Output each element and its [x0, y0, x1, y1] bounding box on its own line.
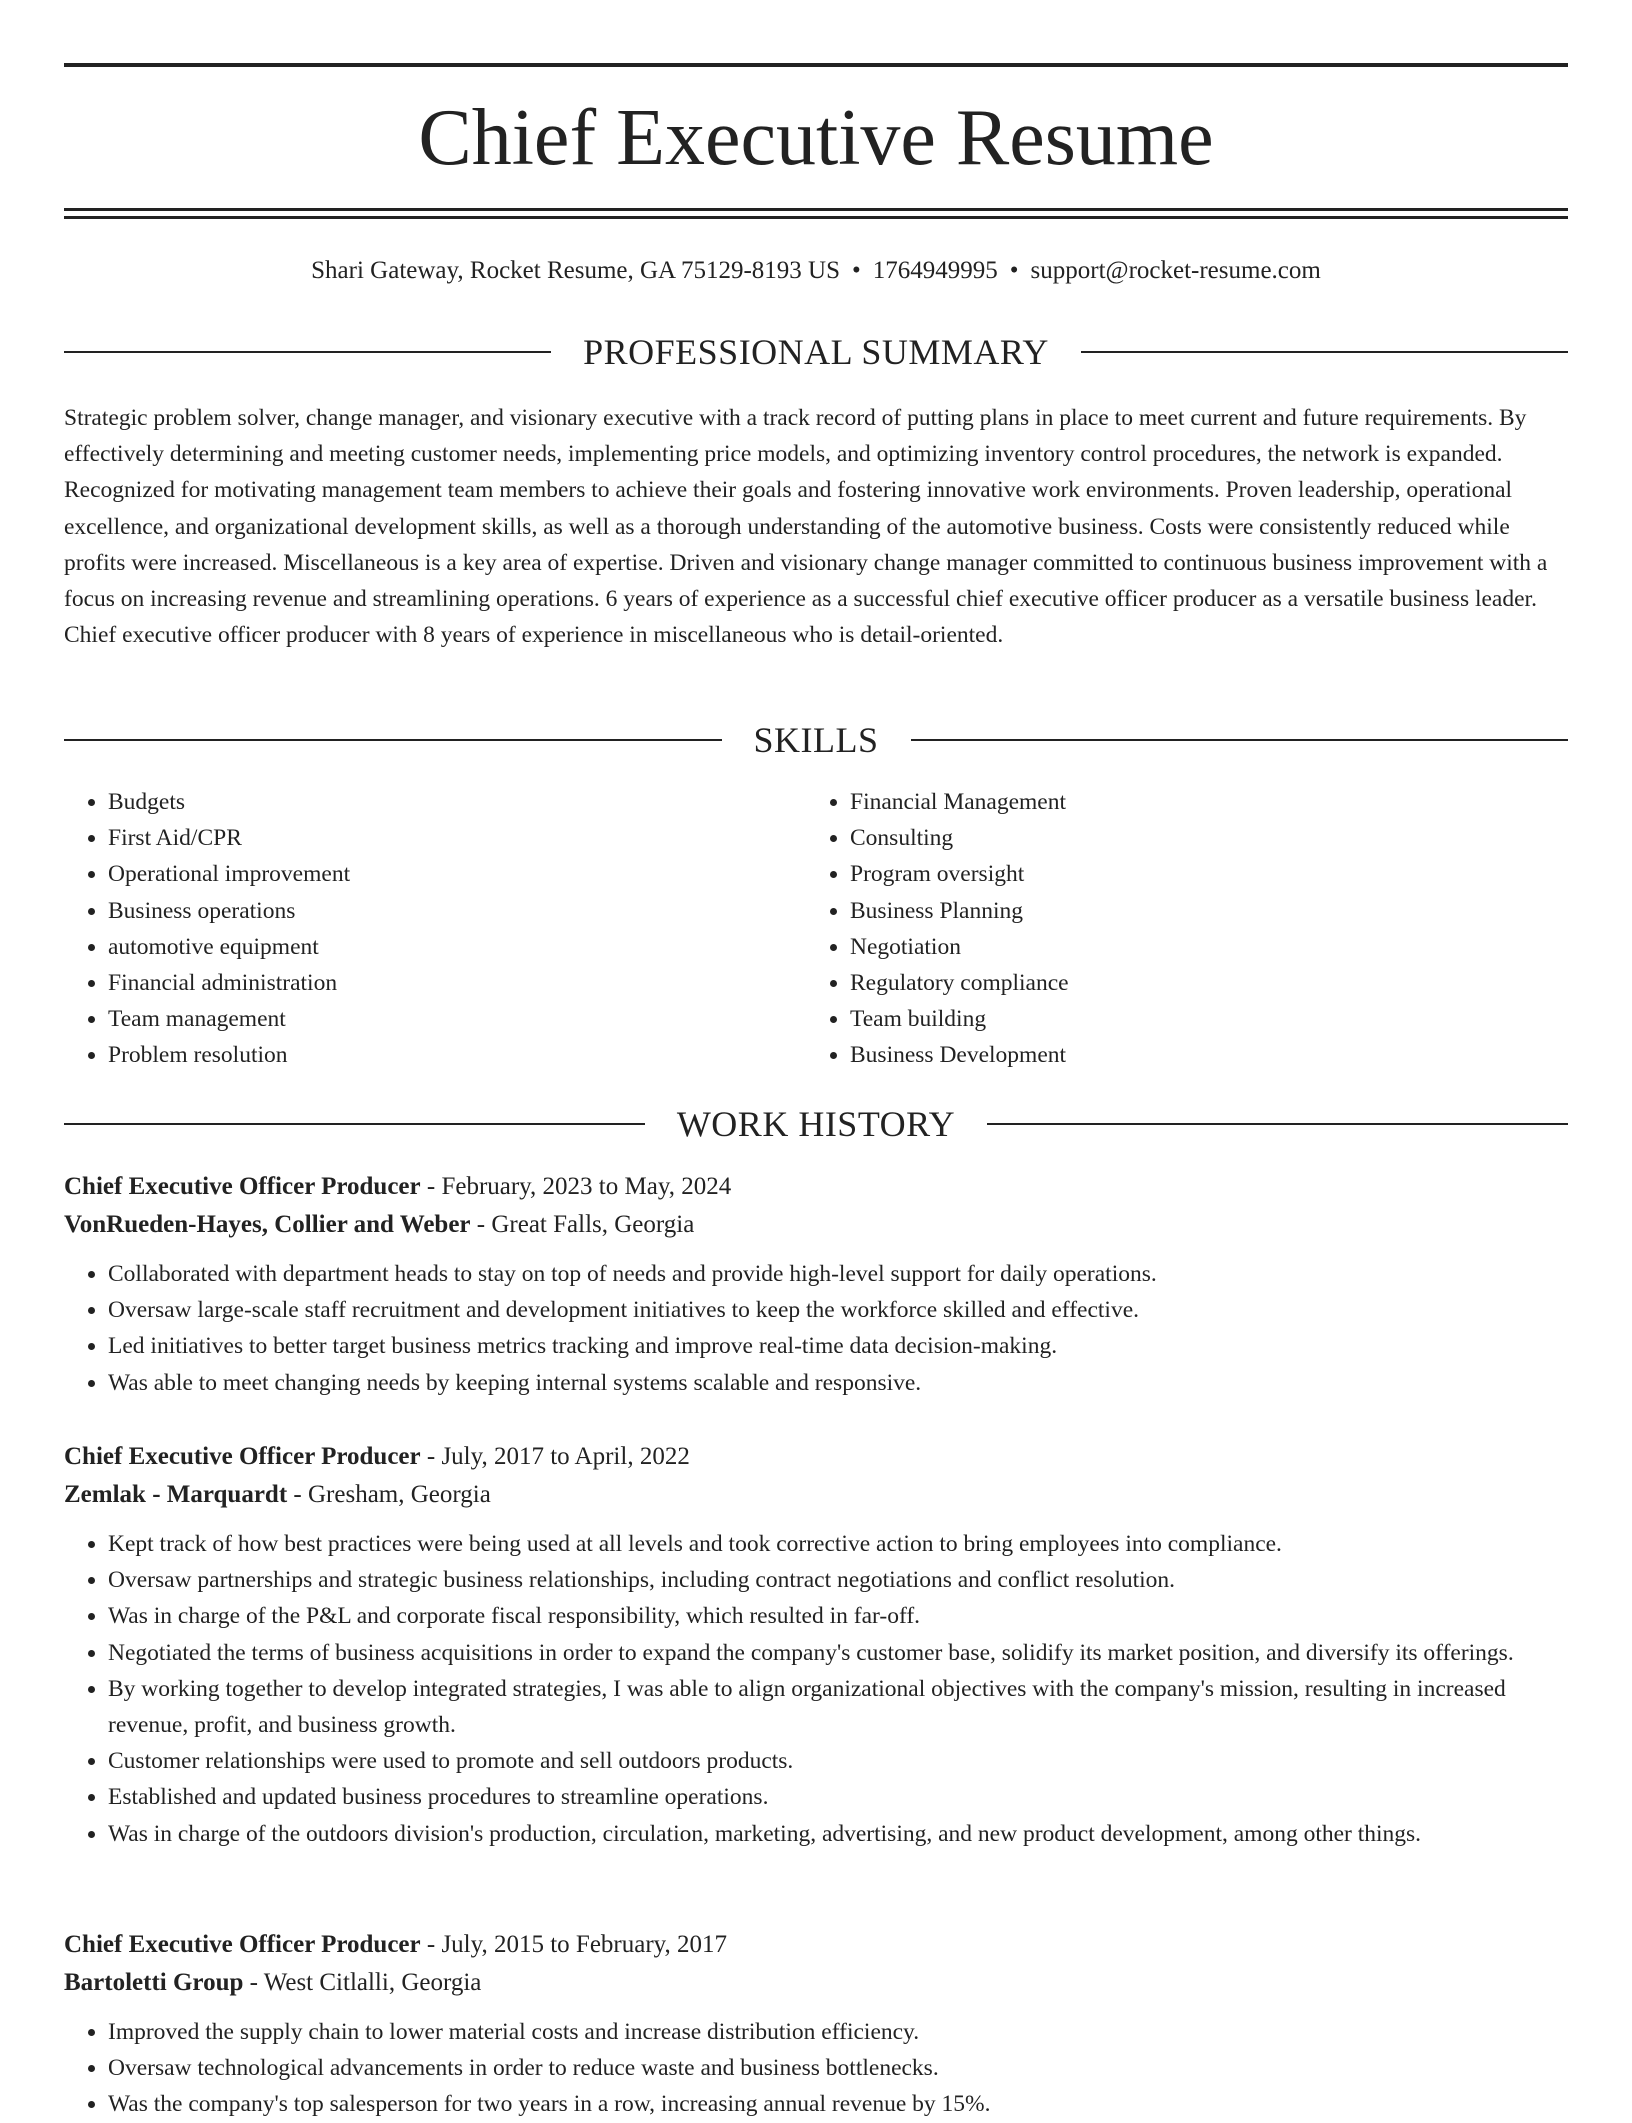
- contact-separator: •: [1009, 257, 1019, 284]
- heading-rule: [64, 1123, 645, 1125]
- job-bullet: • By working together to develop integrated strategies, I was able to align organizational objectives with the company's mission, resulting in increased revenue, profit, and business growth.: [108, 1671, 1568, 1743]
- job-bullet: • Oversaw technological advancements in order to reduce waste and business bottlenecks.: [108, 2050, 1568, 2086]
- job-bullet: • Was able to meet changing needs by keeping internal systems scalable and responsive.: [108, 1365, 1568, 1401]
- section-title: SKILLS: [753, 720, 879, 760]
- contact-line: [64, 254, 1568, 288]
- job-title: Chief Executive Officer Producer: [64, 1173, 421, 1200]
- job-bullet: • Established and updated business procedures to streamline operations.: [108, 1779, 1568, 1815]
- section-title: WORK HISTORY: [676, 1104, 956, 1144]
- job-dates: July, 2015 to February, 2017: [441, 1931, 728, 1958]
- skills-list: [64, 784, 1568, 1074]
- contact-email: support@rocket-resume.com: [1030, 257, 1321, 284]
- job-bullets: [64, 2014, 1568, 2123]
- job-company-line: Bartoletti Group - West Citlalli, Georgia: [64, 1969, 482, 1996]
- summary-heading: [64, 330, 1568, 374]
- header-bottom-rule: [64, 208, 1568, 211]
- job-bullet: • Kept track of how best practices were being used at all levels and took corrective action to bring employees into compliance.: [108, 1526, 1568, 1562]
- job-location: Great Falls, Georgia: [491, 1211, 695, 1238]
- job-dates: July, 2017 to April, 2022: [441, 1443, 690, 1470]
- heading-rule: [1081, 351, 1568, 353]
- skill-item: • Financial Management: [850, 784, 1548, 820]
- skill-item: • First Aid/CPR: [108, 820, 806, 856]
- skill-item: • automotive equipment: [108, 929, 806, 965]
- job-bullet: • Improved the supply chain to lower material costs and increase distribution efficiency.: [108, 2014, 1568, 2050]
- job-company: Bartoletti Group: [64, 1969, 244, 1996]
- skills-column-right: [806, 784, 1548, 1074]
- skill-item: • Business Development: [850, 1037, 1548, 1073]
- heading-rule: [987, 1123, 1568, 1125]
- job-bullets: [64, 1526, 1568, 1852]
- section-title: PROFESSIONAL SUMMARY: [583, 332, 1049, 372]
- job-bullet: • Was in charge of the P&L and corporate fiscal responsibility, which resulted in far-off.: [108, 1598, 1568, 1634]
- job-bullet: • Negotiated the terms of business acquisitions in order to expand the company's customer base, solidify its market position, and diversify its offerings.: [108, 1635, 1568, 1671]
- job-bullet: • Was in charge of the outdoors division's production, circulation, marketing, advertising, and new product development, among other things.: [108, 1816, 1568, 1852]
- job-title: Chief Executive Officer Producer: [64, 1443, 421, 1470]
- job-location: West Citlalli, Georgia: [263, 1969, 482, 1996]
- job-entry: [64, 1168, 1568, 1401]
- skill-item: • Budgets: [108, 784, 806, 820]
- skill-item: • Problem resolution: [108, 1037, 806, 1073]
- skill-item: • Business operations: [108, 893, 806, 929]
- job-title-line: Chief Executive Officer Producer - February, 2023 to May, 2024: [64, 1173, 732, 1200]
- job-title-line: Chief Executive Officer Producer - July, 2015 to February, 2017: [64, 1931, 728, 1958]
- contact-address: Shari Gateway, Rocket Resume, GA 75129-8193 US: [311, 257, 841, 284]
- skill-item: • Consulting: [850, 820, 1548, 856]
- job-bullet: • Customer relationships were used to promote and sell outdoors products.: [108, 1743, 1568, 1779]
- skill-item: • Regulatory compliance: [850, 965, 1548, 1001]
- job-entry: [64, 1438, 1568, 1852]
- skill-item: • Negotiation: [850, 929, 1548, 965]
- skill-item: • Program oversight: [850, 856, 1548, 892]
- skills-column-left: [64, 784, 806, 1074]
- skill-item: • Operational improvement: [108, 856, 806, 892]
- header-bottom-rule-2: [64, 216, 1568, 219]
- professional-summary: Strategic problem solver, change manager, and visionary executive with a track record of putting plans in place to meet current and future requirements. By effectively determining and meeting customer needs, implementing price models, and optimizing inventory control procedures, the network is expanded. Recognized for motivating management team members to achieve their goals and fostering innovative work environments. Proven leadership, operational excellence, and organizational development skills, as well as a thorough understanding of the automotive business. Costs were consistently reduced while profits were increased. Miscellaneous is a key area of expertise. Driven and visionary change manager committed to continuous business improvement with a focus on increasing revenue and streamlining operations. 6 years of experience as a successful chief executive officer producer as a versatile business leader. Chief executive officer producer with 8 years of experience in miscellaneous who is detail-oriented.: [64, 405, 1548, 649]
- job-bullet: • Oversaw large-scale staff recruitment and development initiatives to keep the workforce skilled and effective.: [108, 1292, 1568, 1328]
- contact-phone: 1764949995: [872, 257, 998, 284]
- job-entry: [64, 1926, 1568, 2123]
- skills-heading: [64, 718, 1568, 762]
- heading-rule: [64, 351, 551, 353]
- job-title: Chief Executive Officer Producer: [64, 1931, 421, 1958]
- heading-rule: [911, 739, 1569, 741]
- heading-rule: [64, 739, 722, 741]
- job-bullet: • Was the company's top salesperson for two years in a row, increasing annual revenue by 15%.: [108, 2086, 1568, 2122]
- work-history-heading: [64, 1102, 1568, 1146]
- skill-item: • Team building: [850, 1001, 1548, 1037]
- job-title-line: Chief Executive Officer Producer - July, 2017 to April, 2022: [64, 1443, 690, 1470]
- contact-separator: •: [852, 257, 861, 284]
- skill-item: • Team management: [108, 1001, 806, 1037]
- job-location: Gresham, Georgia: [307, 1481, 491, 1508]
- job-dates: February, 2023 to May, 2024: [441, 1173, 732, 1200]
- skill-item: • Business Planning: [850, 893, 1548, 929]
- job-bullet: • Collaborated with department heads to stay on top of needs and provide high-level support for daily operations.: [108, 1256, 1568, 1292]
- job-bullet: • Oversaw partnerships and strategic business relationships, including contract negotiations and conflict resolution.: [108, 1562, 1568, 1598]
- skill-item: • Financial administration: [108, 965, 806, 1001]
- job-bullets: [64, 1256, 1568, 1401]
- job-company: VonRueden-Hayes, Collier and Weber: [64, 1211, 471, 1238]
- job-company: Zemlak - Marquardt: [64, 1481, 288, 1508]
- resume-title: Chief Executive Resume: [418, 94, 1214, 182]
- job-company-line: VonRueden-Hayes, Collier and Weber - Great Falls, Georgia: [64, 1211, 695, 1238]
- job-bullet: • Led initiatives to better target business metrics tracking and improve real-time data decision-making.: [108, 1328, 1568, 1364]
- header-top-rule: [64, 63, 1568, 67]
- job-company-line: Zemlak - Marquardt - Gresham, Georgia: [64, 1481, 491, 1508]
